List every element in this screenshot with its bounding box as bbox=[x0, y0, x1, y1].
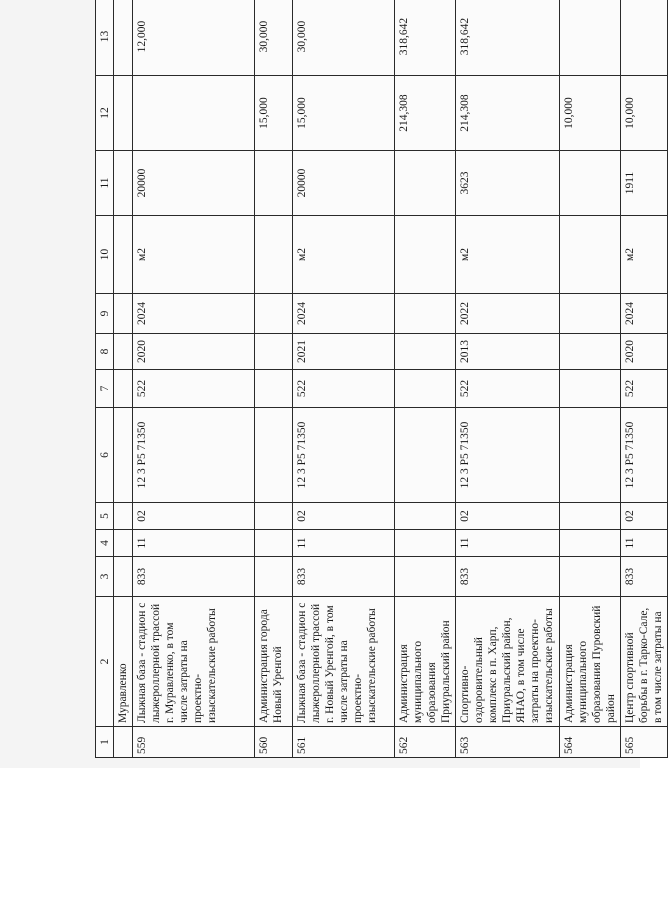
cell: 2013 bbox=[456, 334, 560, 370]
cell bbox=[395, 216, 456, 294]
cell: 522 bbox=[133, 370, 255, 408]
cell: 833 bbox=[621, 557, 668, 597]
cell: 12 3 Р5 71350 bbox=[621, 408, 668, 503]
cell: 12,000 bbox=[133, 0, 255, 76]
table-row bbox=[560, 0, 621, 758]
cell: 560 bbox=[255, 727, 293, 758]
cell bbox=[560, 408, 621, 503]
cell: 11 bbox=[293, 530, 395, 557]
cell-name: Спортивно-оздоровительный комплекс в п. Харп, Приуральский район, ЯНАО, в том числе затраты на проектно-изыскательские работы bbox=[456, 597, 560, 727]
cell: 02 bbox=[621, 503, 668, 530]
cell: 10,000 bbox=[560, 76, 621, 151]
cell bbox=[395, 503, 456, 530]
column-header: 7 bbox=[96, 370, 114, 408]
cell bbox=[560, 370, 621, 408]
cell bbox=[395, 151, 456, 216]
cell: 2021 bbox=[293, 334, 395, 370]
cell: 02 bbox=[133, 503, 255, 530]
budget-table bbox=[95, 0, 668, 758]
cell: 2024 bbox=[293, 294, 395, 334]
cell: 02 bbox=[456, 503, 560, 530]
cell: 12 3 Р5 71350 bbox=[293, 408, 395, 503]
cell bbox=[560, 0, 621, 76]
cell: м2 bbox=[456, 216, 560, 294]
cell: 522 bbox=[293, 370, 395, 408]
cell: 15,000 bbox=[255, 76, 293, 151]
cell: 11 bbox=[133, 530, 255, 557]
column-header: 9 bbox=[96, 294, 114, 334]
cell bbox=[395, 370, 456, 408]
cell bbox=[560, 216, 621, 294]
cell: 833 bbox=[456, 557, 560, 597]
column-header: 12 bbox=[96, 76, 114, 151]
cell bbox=[395, 334, 456, 370]
cell: 522 bbox=[621, 370, 668, 408]
cell: 562 bbox=[395, 727, 456, 758]
column-header: 10 bbox=[96, 216, 114, 294]
rotated-table-wrapper bbox=[95, 17, 664, 758]
cell: 559 bbox=[133, 727, 255, 758]
cell: 10,000 bbox=[621, 76, 668, 151]
cell: 30,000 bbox=[255, 0, 293, 76]
cell: 561 bbox=[293, 727, 395, 758]
cell: 318,642 bbox=[456, 0, 560, 76]
column-header: 1 bbox=[96, 727, 114, 758]
cell: 522 bbox=[456, 370, 560, 408]
cell bbox=[395, 530, 456, 557]
column-header: 13 bbox=[96, 0, 114, 76]
cell: 15,000 bbox=[293, 76, 395, 151]
header-row bbox=[96, 0, 114, 758]
cell bbox=[560, 530, 621, 557]
cell-name: Лыжная база - стадион с лыжероллерной трассой г. Муравленко, в том числе затраты на проектно-изыскательские работы bbox=[133, 597, 255, 727]
cell: 11 bbox=[456, 530, 560, 557]
cell bbox=[255, 530, 293, 557]
cell bbox=[560, 557, 621, 597]
column-header: 11 bbox=[96, 151, 114, 216]
cell: 2022 bbox=[456, 294, 560, 334]
table-row bbox=[293, 0, 395, 758]
cell: 564 bbox=[560, 727, 621, 758]
cell bbox=[114, 727, 133, 758]
cell bbox=[395, 408, 456, 503]
cell: м2 bbox=[133, 216, 255, 294]
cell bbox=[255, 334, 293, 370]
cell: 833 bbox=[133, 557, 255, 597]
cell bbox=[560, 151, 621, 216]
cell-name: Муравленко bbox=[114, 597, 133, 727]
cell-name: Лыжная база - стадион с лыжероллерной трассой г. Новый Уренгой, в том числе затраты на проектно-изыскательские работы bbox=[293, 597, 395, 727]
cell: 2024 bbox=[621, 294, 668, 334]
cell: м2 bbox=[621, 216, 668, 294]
table-row bbox=[395, 0, 456, 758]
cell: 2020 bbox=[133, 334, 255, 370]
table-row bbox=[255, 0, 293, 758]
cell bbox=[621, 0, 668, 76]
cell: 1911 bbox=[621, 151, 668, 216]
table-row bbox=[133, 0, 255, 758]
cell: 563 bbox=[456, 727, 560, 758]
cell bbox=[255, 151, 293, 216]
cell bbox=[255, 408, 293, 503]
cell bbox=[255, 294, 293, 334]
cell: 20000 bbox=[133, 151, 255, 216]
column-header: 8 bbox=[96, 334, 114, 370]
cell-name: Администрация муниципального образования Пуровский район bbox=[560, 597, 621, 727]
cell: 12 3 Р5 71350 bbox=[133, 408, 255, 503]
cell bbox=[560, 503, 621, 530]
cell: 318,642 bbox=[395, 0, 456, 76]
cell: 3623 bbox=[456, 151, 560, 216]
cell bbox=[560, 334, 621, 370]
table-row bbox=[621, 0, 668, 758]
cell: 2024 bbox=[133, 294, 255, 334]
cell bbox=[255, 557, 293, 597]
column-header: 4 bbox=[96, 530, 114, 557]
cell-name: Администрация муниципального образования Приуральский район bbox=[395, 597, 456, 727]
cell bbox=[255, 216, 293, 294]
table-row bbox=[456, 0, 560, 758]
table-body bbox=[114, 0, 668, 758]
column-header: 6 bbox=[96, 408, 114, 503]
carry-row bbox=[114, 0, 133, 758]
cell: 214,308 bbox=[456, 76, 560, 151]
cell-name: Центр спортивной борьбы в г. Тарко-Сале, в том числе затраты на bbox=[621, 597, 668, 727]
cell bbox=[395, 294, 456, 334]
cell: 565 bbox=[621, 727, 668, 758]
cell-name: Администрация города Новый Уренгой bbox=[255, 597, 293, 727]
cell: 11 bbox=[621, 530, 668, 557]
cell bbox=[255, 503, 293, 530]
cell: 02 bbox=[293, 503, 395, 530]
column-header: 3 bbox=[96, 557, 114, 597]
cell: 833 bbox=[293, 557, 395, 597]
cell bbox=[395, 557, 456, 597]
cell: м2 bbox=[293, 216, 395, 294]
cell: 214,308 bbox=[395, 76, 456, 151]
column-header: 2 bbox=[96, 597, 114, 727]
cell: 30,000 bbox=[293, 0, 395, 76]
cell bbox=[255, 370, 293, 408]
column-header: 5 bbox=[96, 503, 114, 530]
cell: 2020 bbox=[621, 334, 668, 370]
cell bbox=[560, 294, 621, 334]
cell bbox=[133, 76, 255, 151]
cell: 20000 bbox=[293, 151, 395, 216]
cell: 12 3 Р5 71350 bbox=[456, 408, 560, 503]
